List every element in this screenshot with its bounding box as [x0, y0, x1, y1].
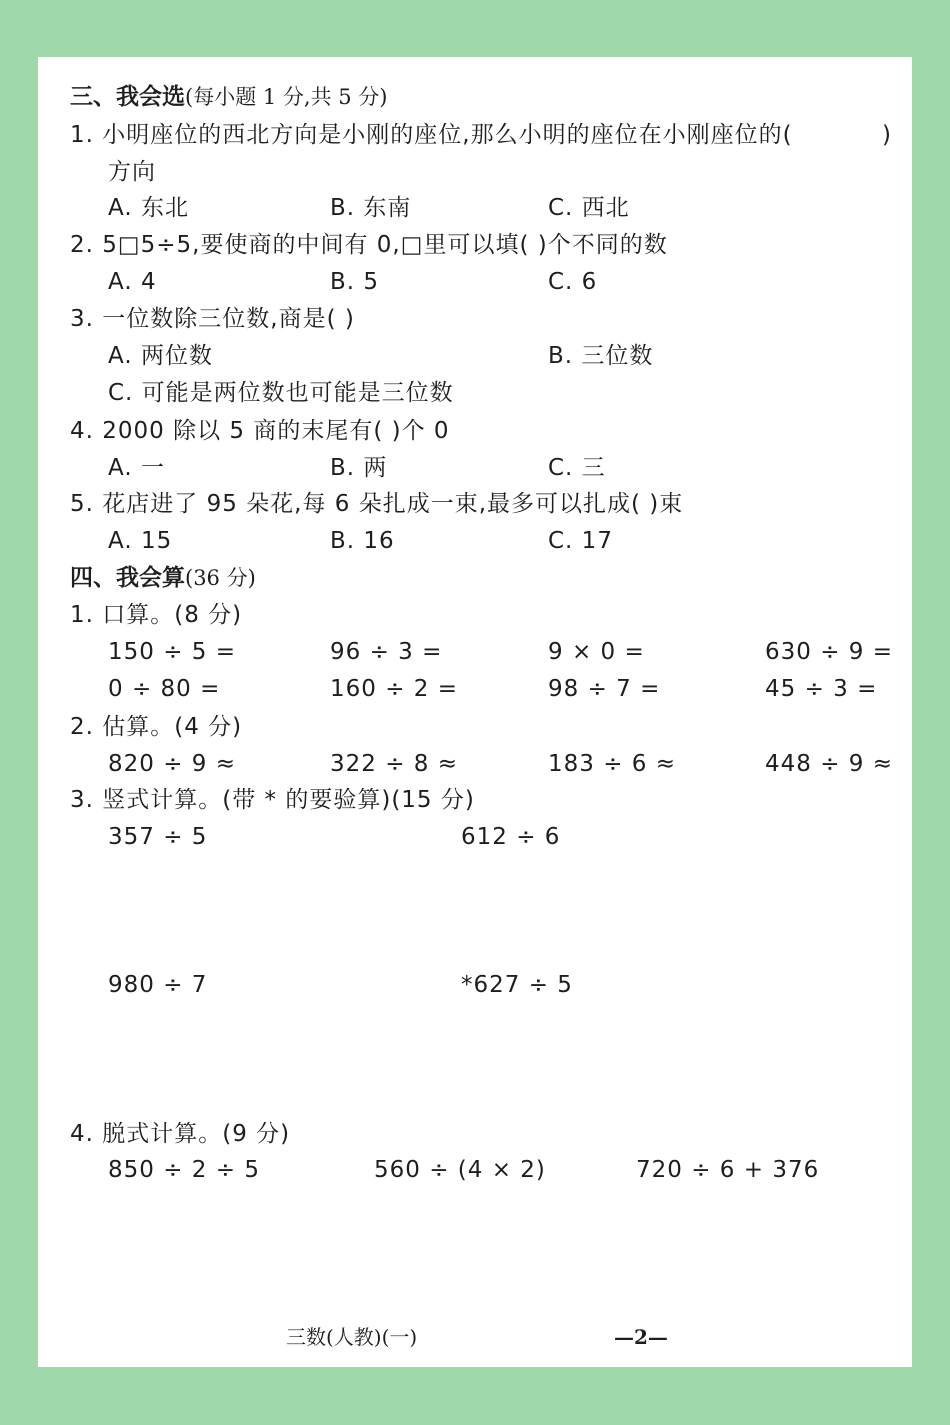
q5-option-a: A. 15 — [108, 528, 173, 554]
q5-option-c: C. 17 — [548, 528, 613, 554]
estimate-item: 820 ÷ 9 ≈ — [108, 751, 237, 777]
q1-text: 1. 小明座位的西北方向是小刚的座位,那么小明的座位在小刚座位的( — [70, 122, 793, 148]
oral-calc-label: 1. 口算。(8 分) — [70, 602, 243, 628]
estimate-item: 183 ÷ 6 ≈ — [548, 751, 677, 777]
estimate-label: 2. 估算。(4 分) — [70, 714, 243, 740]
worksheet-page — [38, 57, 912, 1367]
q3-option-c: C. 可能是两位数也可能是三位数 — [108, 380, 454, 406]
q1-option-a: A. 东北 — [108, 195, 189, 221]
oral-calc-item: 160 ÷ 2 = — [330, 676, 459, 702]
q2-option-b: B. 5 — [330, 269, 380, 295]
vertical-calc-item: 980 ÷ 7 — [108, 972, 208, 998]
q2-option-c: C. 6 — [548, 269, 598, 295]
section-4-note: (36 分) — [185, 566, 256, 590]
q2-option-a: A. 4 — [108, 269, 157, 295]
step-calc-label: 4. 脱式计算。(9 分) — [70, 1121, 291, 1147]
step-calc-item: 850 ÷ 2 ÷ 5 — [108, 1157, 260, 1183]
vertical-calc-item: 357 ÷ 5 — [108, 824, 208, 850]
q3-option-a: A. 两位数 — [108, 343, 213, 369]
oral-calc-item: 98 ÷ 7 = — [548, 676, 661, 702]
step-calc-item: 720 ÷ 6 + 376 — [636, 1157, 820, 1183]
step-calc-item: 560 ÷ (4 × 2) — [374, 1157, 546, 1183]
q3-text: 3. 一位数除三位数,商是( ) — [70, 306, 355, 332]
q4-text: 4. 2000 除以 5 商的末尾有( )个 0 — [70, 418, 450, 444]
oral-calc-item: 0 ÷ 80 = — [108, 676, 221, 702]
vertical-calc-item: *627 ÷ 5 — [461, 972, 573, 998]
section-3-heading — [70, 83, 387, 111]
oral-calc-item: 150 ÷ 5 = — [108, 639, 237, 665]
oral-calc-item: 630 ÷ 9 = — [765, 639, 894, 665]
q1-option-b: B. 东南 — [330, 195, 412, 221]
q5-text: 5. 花店进了 95 朵花,每 6 朵扎成一束,最多可以扎成( )束 — [70, 491, 684, 517]
vertical-calc-label: 3. 竖式计算。(带 * 的要验算)(15 分) — [70, 787, 475, 813]
footer-label: 三数(人教)(一) — [286, 1325, 418, 1349]
q5-option-b: B. 16 — [330, 528, 395, 554]
oral-calc-item: 9 × 0 = — [548, 639, 645, 665]
page-number: —2— — [614, 1325, 668, 1349]
section-4-heading — [70, 564, 256, 592]
q4-option-c: C. 三 — [548, 455, 606, 481]
q3-option-b: B. 三位数 — [548, 343, 654, 369]
section-3-title: 三、我会选 — [70, 83, 185, 110]
vertical-calc-item: 612 ÷ 6 — [461, 824, 561, 850]
estimate-item: 322 ÷ 8 ≈ — [330, 751, 459, 777]
q4-option-b: B. 两 — [330, 455, 388, 481]
section-3-note: (每小题 1 分,共 5 分) — [185, 85, 388, 109]
q1-option-c: C. 西北 — [548, 195, 630, 221]
q1-paren-close: ) — [882, 122, 892, 148]
oral-calc-item: 96 ÷ 3 = — [330, 639, 443, 665]
estimate-item: 448 ÷ 9 ≈ — [765, 751, 894, 777]
q1-text-cont: 方向 — [108, 159, 156, 185]
q4-option-a: A. 一 — [108, 455, 165, 481]
oral-calc-item: 45 ÷ 3 = — [765, 676, 878, 702]
q2-text: 2. 5□5÷5,要使商的中间有 0,□里可以填( )个不同的数 — [70, 232, 668, 258]
section-4-title: 四、我会算 — [70, 564, 185, 591]
